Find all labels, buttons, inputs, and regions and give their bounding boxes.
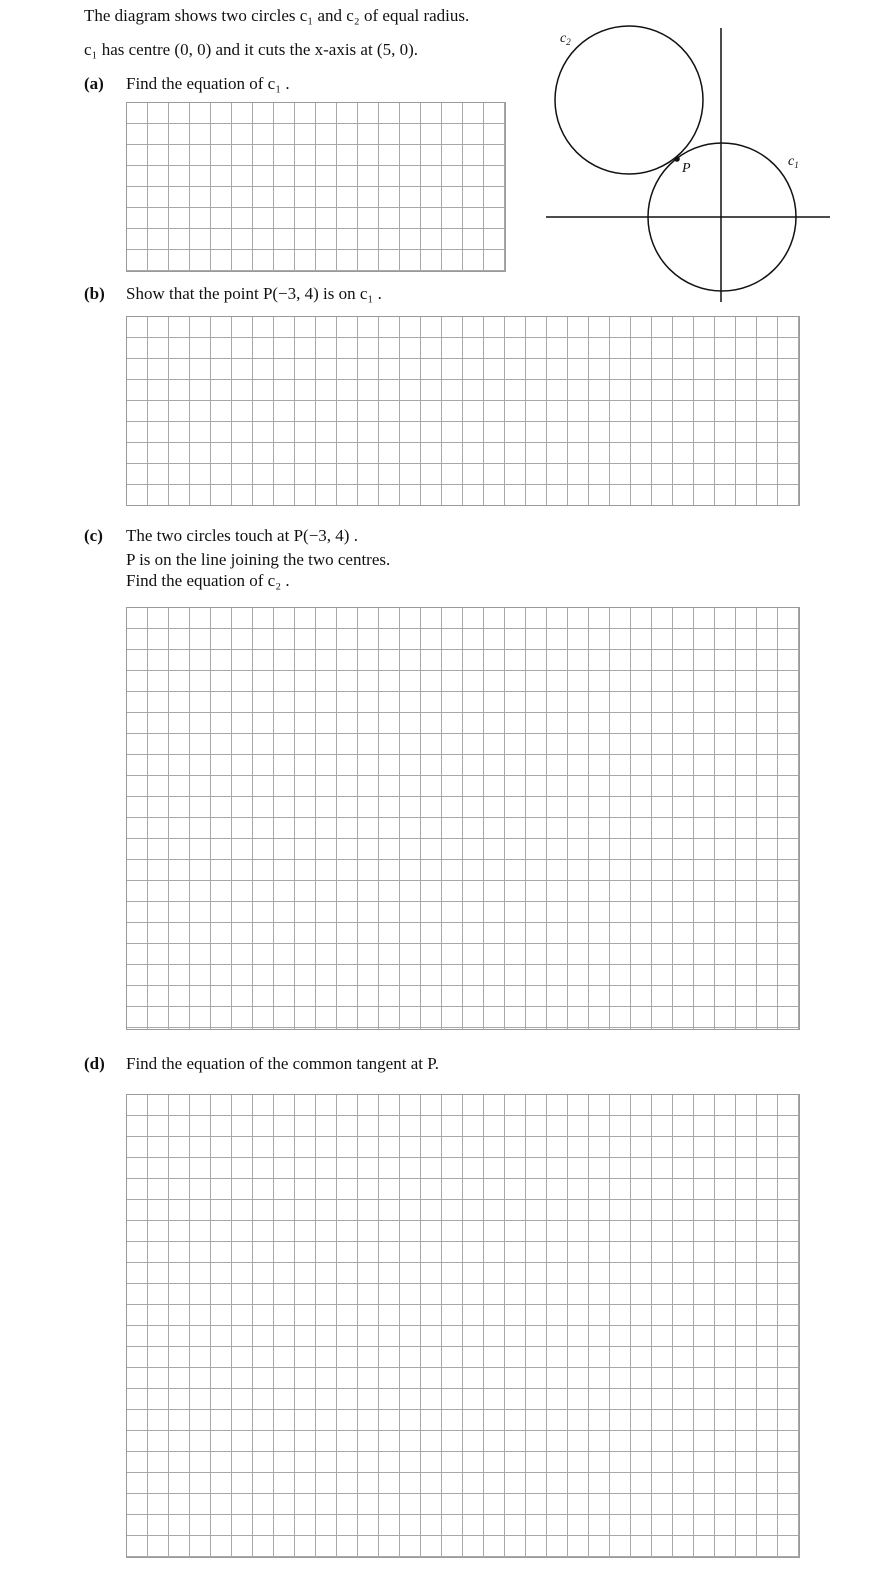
intro-line-2 <box>84 40 418 60</box>
part-c-label: (c) <box>84 526 103 545</box>
answer-grid-c[interactable] <box>126 607 800 1030</box>
answer-grid-a[interactable] <box>126 102 506 272</box>
part-c-line-1: The two circles touch at P(−3, 4) . <box>126 526 358 545</box>
part-b-label: (b) <box>84 284 105 303</box>
point-p <box>674 156 680 162</box>
circle-c2 <box>555 26 703 174</box>
part-d-question: Find the equation of the common tangent at P. <box>126 1054 440 1073</box>
part-b-question: Show that the point P(−3, 4) is on c₁ . <box>126 284 382 303</box>
part-c-line-3: Find the equation of c₂ . <box>126 571 290 590</box>
circles-diagram <box>540 20 840 310</box>
intro-line-2-text: c₁ has centre (0, 0) and it cuts the x-axis at (5, 0). <box>84 40 419 59</box>
intro-line-1-text: The diagram shows two circles c₁ and c₂ of equal radius. <box>84 6 470 25</box>
part-d-label: (d) <box>84 1054 105 1073</box>
label-c2: $c_2$ <box>560 31 571 47</box>
intro-line-1 <box>84 6 469 26</box>
part-a-label: (a) <box>84 74 104 93</box>
answer-grid-b[interactable] <box>126 316 800 506</box>
label-c1: $c_1$ <box>788 154 799 170</box>
answer-grid-d[interactable] <box>126 1094 800 1558</box>
label-p: P <box>682 161 691 176</box>
part-a-question: Find the equation of c₁ . <box>126 74 290 93</box>
part-c-line-2: P is on the line joining the two centres. <box>126 550 391 569</box>
